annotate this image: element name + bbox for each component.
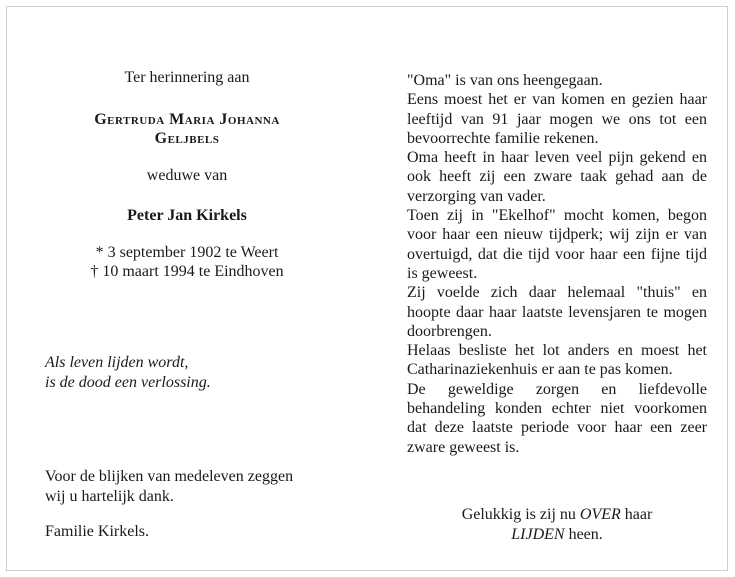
paragraph: Helaas besliste het lot anders en moest het Catharinaziekenhuis er aan te pas komen.: [407, 342, 707, 379]
left-panel: [37, 7, 337, 570]
memorial-card: [6, 6, 728, 571]
quote-line2: is de dood een verlossing.: [45, 374, 211, 391]
thanks-note: [45, 467, 293, 507]
deceased-name: [37, 110, 337, 148]
closing-lines: [407, 505, 707, 545]
closing-lijden: LIJDEN: [511, 526, 565, 543]
deceased-name-line1: Gertruda Maria Johanna: [94, 111, 280, 128]
deceased-name-line2: Geljbels: [154, 130, 220, 147]
paragraph: De geweldige zorgen en liefdevolle behandeling konden echter niet voorkomen dat deze laatste periode voor haar een zeer zware geweest is.: [407, 380, 707, 456]
closing-line2: [407, 525, 707, 545]
paragraph: Oma heeft in haar leven veel pijn gekend en ook heeft zij een zware taak gehad aan de verzorging van vader.: [407, 149, 707, 205]
closing-mid: haar: [624, 506, 653, 523]
thanks-line1: Voor de blijken van medeleven zeggen: [45, 468, 294, 485]
right-panel: [407, 7, 717, 570]
closing-over: OVER: [579, 506, 621, 523]
quote-line1: Als leven lijden wordt,: [45, 354, 189, 371]
memorial-quote: [45, 353, 211, 393]
thanks-line2: wij u hartelijk dank.: [45, 488, 174, 505]
paragraph: "Oma" is van ons heengegaan.: [407, 72, 603, 89]
remembrance-heading: Ter herinnering aan: [124, 69, 250, 86]
family-signature: Familie Kirkels.: [45, 523, 149, 540]
birth-line: * 3 september 1902 te Weert: [95, 244, 279, 261]
eulogy-text: [407, 71, 707, 457]
paragraph: Zij voelde zich daar helemaal "thuis" en hoopte daar haar laatste levensjaren te mogen doorbrengen.: [407, 284, 707, 340]
closing-post: heen.: [568, 526, 603, 543]
paragraph: Eens moest het er van komen en gezien haar leeftijd van 91 jaar mogen we ons tot een bevoorrechte familie rekenen.: [407, 91, 707, 147]
death-line: † 10 maart 1994 te Eindhoven: [90, 263, 284, 280]
closing-pre: Gelukkig is zij nu: [461, 506, 576, 523]
husband-name: Peter Jan Kirkels: [127, 207, 247, 224]
life-dates: [37, 243, 337, 281]
closing-line1: [407, 505, 707, 525]
paragraph: Toen zij in "Ekelhof" mocht komen, begon voor haar een nieuw tijdperk; wij zijn er van overtuigd, dat die tijd voor haar een fijne tijd is geweest.: [407, 207, 707, 282]
widow-of-label: weduwe van: [146, 167, 228, 184]
